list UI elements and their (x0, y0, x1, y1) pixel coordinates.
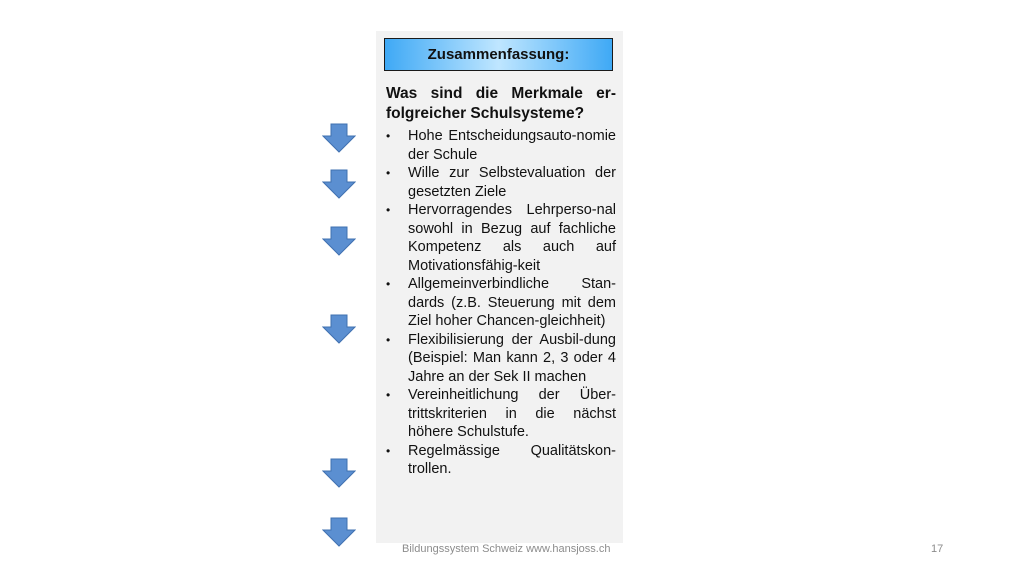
list-item (386, 386, 616, 442)
list-item (386, 201, 616, 275)
slide-footer: Bildungssystem Schweiz www.hansjoss.ch (402, 543, 611, 555)
arrow-down-icon (322, 458, 356, 488)
list-item-text: Flexibilisierung der Ausbil-dung (Beispiel: Man kann 2, 3 oder 4 Jahre an der Sek II machen (408, 331, 616, 385)
list-item (386, 442, 616, 479)
bullet-icon: • (386, 332, 391, 347)
bullet-icon: • (386, 277, 391, 291)
bullet-icon: • (386, 388, 391, 402)
arrow-down-icon (322, 517, 356, 547)
list-item (386, 164, 616, 201)
arrow-down-icon (322, 314, 356, 344)
bullet-icon: • (386, 129, 391, 143)
bullet-icon: • (386, 166, 391, 180)
list-item (386, 127, 616, 164)
bullet-icon: • (386, 203, 391, 217)
list-item-text: Regelmässige Qualitätskon-trollen. (408, 442, 616, 477)
criteria-list (386, 127, 616, 479)
arrow-down-icon (322, 226, 356, 256)
list-item-text: Allgemeinverbindliche Stan-dards (z.B. Steuerung mit dem Ziel hoher Chancen-gleichheit) (408, 276, 616, 329)
arrow-down-icon (322, 123, 356, 153)
summary-question: Was sind die Merkmale er-folgreicher Schulsysteme? (386, 85, 616, 122)
list-item (386, 331, 616, 387)
bullet-icon: • (386, 443, 391, 458)
list-item-text: Vereinheitlichung der Über-trittskriterien in die nächst höhere Schulstufe. (408, 387, 616, 440)
summary-title: Zusammenfassung: (384, 38, 613, 71)
list-item-text: Wille zur Selbstevaluation der gesetzten Ziele (408, 165, 616, 200)
arrow-down-icon (322, 169, 356, 199)
page-number: 17 (931, 543, 944, 555)
list-item-text: Hohe Entscheidungsauto-nomie der Schule (408, 128, 616, 163)
list-item (386, 275, 616, 331)
list-item-text: Hervorragendes Lehrperso-nal sowohl in Bezug auf fachliche Kompetenz als auch auf Motivationsfähig-keit (408, 202, 616, 274)
